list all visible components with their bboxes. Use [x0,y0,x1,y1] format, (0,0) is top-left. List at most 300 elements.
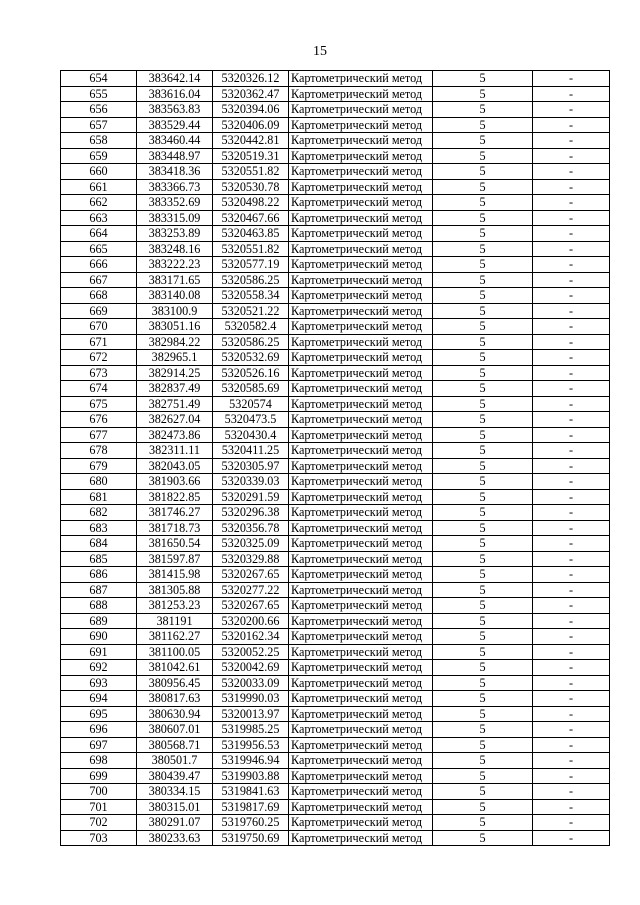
accuracy-cell: 5 [433,706,533,722]
table-row [61,660,610,676]
accuracy-cell: 5 [433,257,533,273]
x-coordinate-cell: 381305.88 [137,582,213,598]
note-cell: - [533,226,610,242]
accuracy-cell: 5 [433,551,533,567]
x-coordinate-cell: 380291.07 [137,815,213,831]
method-cell: Картометрический метод [289,489,433,505]
table-row [61,799,610,815]
method-cell: Картометрический метод [289,396,433,412]
accuracy-cell: 5 [433,381,533,397]
table-row [61,753,610,769]
method-cell: Картометрический метод [289,815,433,831]
point-number-cell: 655 [61,86,137,102]
note-cell: - [533,722,610,738]
note-cell: - [533,350,610,366]
method-cell: Картометрический метод [289,164,433,180]
point-number-cell: 666 [61,257,137,273]
x-coordinate-cell: 381162.27 [137,629,213,645]
point-number-cell: 693 [61,675,137,691]
x-coordinate-cell: 383642.14 [137,71,213,87]
point-number-cell: 678 [61,443,137,459]
point-number-cell: 697 [61,737,137,753]
y-coordinate-cell: 5319750.69 [213,830,289,846]
y-coordinate-cell: 5320042.69 [213,660,289,676]
note-cell: - [533,660,610,676]
x-coordinate-cell: 382914.25 [137,365,213,381]
y-coordinate-cell: 5320267.65 [213,598,289,614]
table-row [61,567,610,583]
point-number-cell: 682 [61,505,137,521]
accuracy-cell: 5 [433,350,533,366]
table-row [61,117,610,133]
x-coordinate-cell: 381650.54 [137,536,213,552]
method-cell: Картометрический метод [289,629,433,645]
y-coordinate-cell: 5320200.66 [213,613,289,629]
note-cell: - [533,86,610,102]
table-row [61,691,610,707]
table-row [61,629,610,645]
accuracy-cell: 5 [433,520,533,536]
y-coordinate-cell: 5320325.09 [213,536,289,552]
note-cell: - [533,319,610,335]
x-coordinate-cell: 382311.11 [137,443,213,459]
x-coordinate-cell: 383448.97 [137,148,213,164]
accuracy-cell: 5 [433,722,533,738]
point-number-cell: 681 [61,489,137,505]
note-cell: - [533,427,610,443]
point-number-cell: 677 [61,427,137,443]
accuracy-cell: 5 [433,102,533,118]
x-coordinate-cell: 381042.61 [137,660,213,676]
table-row [61,133,610,149]
x-coordinate-cell: 380501.7 [137,753,213,769]
y-coordinate-cell: 5320406.09 [213,117,289,133]
method-cell: Картометрический метод [289,195,433,211]
method-cell: Картометрический метод [289,536,433,552]
table-row [61,815,610,831]
coordinates-table-body [61,71,610,846]
note-cell: - [533,458,610,474]
point-number-cell: 654 [61,71,137,87]
accuracy-cell: 5 [433,319,533,335]
accuracy-cell: 5 [433,303,533,319]
method-cell: Картометрический метод [289,303,433,319]
note-cell: - [533,71,610,87]
point-number-cell: 670 [61,319,137,335]
y-coordinate-cell: 5320577.19 [213,257,289,273]
point-number-cell: 694 [61,691,137,707]
table-row [61,489,610,505]
method-cell: Картометрический метод [289,257,433,273]
method-cell: Картометрический метод [289,148,433,164]
y-coordinate-cell: 5320442.81 [213,133,289,149]
table-row [61,226,610,242]
method-cell: Картометрический метод [289,272,433,288]
note-cell: - [533,241,610,257]
accuracy-cell: 5 [433,179,533,195]
method-cell: Картометрический метод [289,133,433,149]
x-coordinate-cell: 380630.94 [137,706,213,722]
method-cell: Картометрический метод [289,179,433,195]
method-cell: Картометрический метод [289,722,433,738]
point-number-cell: 664 [61,226,137,242]
note-cell: - [533,288,610,304]
x-coordinate-cell: 380607.01 [137,722,213,738]
point-number-cell: 658 [61,133,137,149]
point-number-cell: 699 [61,768,137,784]
method-cell: Картометрический метод [289,427,433,443]
y-coordinate-cell: 5320582.4 [213,319,289,335]
point-number-cell: 663 [61,210,137,226]
x-coordinate-cell: 383460.44 [137,133,213,149]
method-cell: Картометрический метод [289,567,433,583]
table-row [61,536,610,552]
method-cell: Картометрический метод [289,551,433,567]
table-row [61,722,610,738]
table-row [61,148,610,164]
y-coordinate-cell: 5320326.12 [213,71,289,87]
method-cell: Картометрический метод [289,598,433,614]
table-row [61,520,610,536]
method-cell: Картометрический метод [289,520,433,536]
note-cell: - [533,443,610,459]
accuracy-cell: 5 [433,536,533,552]
method-cell: Картометрический метод [289,443,433,459]
point-number-cell: 685 [61,551,137,567]
method-cell: Картометрический метод [289,474,433,490]
note-cell: - [533,536,610,552]
table-row [61,737,610,753]
note-cell: - [533,148,610,164]
table-row [61,830,610,846]
method-cell: Картометрический метод [289,737,433,753]
note-cell: - [533,365,610,381]
accuracy-cell: 5 [433,288,533,304]
x-coordinate-cell: 383171.65 [137,272,213,288]
y-coordinate-cell: 5320162.34 [213,629,289,645]
point-number-cell: 701 [61,799,137,815]
y-coordinate-cell: 5320329.88 [213,551,289,567]
accuracy-cell: 5 [433,412,533,428]
method-cell: Картометрический метод [289,644,433,660]
method-cell: Картометрический метод [289,753,433,769]
note-cell: - [533,412,610,428]
point-number-cell: 703 [61,830,137,846]
accuracy-cell: 5 [433,334,533,350]
point-number-cell: 661 [61,179,137,195]
table-row [61,257,610,273]
method-cell: Картометрический метод [289,505,433,521]
point-number-cell: 691 [61,644,137,660]
table-row [61,365,610,381]
point-number-cell: 659 [61,148,137,164]
table-row [61,381,610,397]
x-coordinate-cell: 383140.08 [137,288,213,304]
y-coordinate-cell: 5320291.59 [213,489,289,505]
table-row [61,443,610,459]
x-coordinate-cell: 383563.83 [137,102,213,118]
method-cell: Картометрический метод [289,381,433,397]
table-row [61,768,610,784]
y-coordinate-cell: 5319990.03 [213,691,289,707]
x-coordinate-cell: 383352.69 [137,195,213,211]
note-cell: - [533,737,610,753]
x-coordinate-cell: 383529.44 [137,117,213,133]
page-number: 15 [313,44,327,59]
accuracy-cell: 5 [433,474,533,490]
accuracy-cell: 5 [433,133,533,149]
point-number-cell: 665 [61,241,137,257]
x-coordinate-cell: 380233.63 [137,830,213,846]
note-cell: - [533,164,610,180]
method-cell: Картометрический метод [289,412,433,428]
note-cell: - [533,613,610,629]
y-coordinate-cell: 5320521.22 [213,303,289,319]
accuracy-cell: 5 [433,691,533,707]
table-row [61,458,610,474]
point-number-cell: 667 [61,272,137,288]
point-number-cell: 695 [61,706,137,722]
table-row [61,474,610,490]
note-cell: - [533,753,610,769]
note-cell: - [533,799,610,815]
accuracy-cell: 5 [433,567,533,583]
y-coordinate-cell: 5320551.82 [213,164,289,180]
accuracy-cell: 5 [433,660,533,676]
y-coordinate-cell: 5320305.97 [213,458,289,474]
table-row [61,396,610,412]
method-cell: Картометрический метод [289,71,433,87]
y-coordinate-cell: 5320586.25 [213,334,289,350]
x-coordinate-cell: 381597.87 [137,551,213,567]
table-row [61,644,610,660]
x-coordinate-cell: 382043.05 [137,458,213,474]
y-coordinate-cell: 5320033.09 [213,675,289,691]
point-number-cell: 688 [61,598,137,614]
y-coordinate-cell: 5320430.4 [213,427,289,443]
x-coordinate-cell: 381822.85 [137,489,213,505]
table-row [61,102,610,118]
y-coordinate-cell: 5320267.65 [213,567,289,583]
method-cell: Картометрический метод [289,226,433,242]
note-cell: - [533,644,610,660]
table-row [61,241,610,257]
y-coordinate-cell: 5320498.22 [213,195,289,211]
accuracy-cell: 5 [433,458,533,474]
note-cell: - [533,551,610,567]
accuracy-cell: 5 [433,241,533,257]
point-number-cell: 656 [61,102,137,118]
table-row [61,675,610,691]
y-coordinate-cell: 5319903.88 [213,768,289,784]
accuracy-cell: 5 [433,86,533,102]
x-coordinate-cell: 383051.16 [137,319,213,335]
note-cell: - [533,381,610,397]
point-number-cell: 683 [61,520,137,536]
y-coordinate-cell: 5320277.22 [213,582,289,598]
method-cell: Картометрический метод [289,210,433,226]
table-row [61,412,610,428]
method-cell: Картометрический метод [289,458,433,474]
table-row [61,164,610,180]
note-cell: - [533,629,610,645]
point-number-cell: 702 [61,815,137,831]
y-coordinate-cell: 5319956.53 [213,737,289,753]
method-cell: Картометрический метод [289,691,433,707]
y-coordinate-cell: 5320526.16 [213,365,289,381]
method-cell: Картометрический метод [289,784,433,800]
accuracy-cell: 5 [433,272,533,288]
note-cell: - [533,474,610,490]
y-coordinate-cell: 5320519.31 [213,148,289,164]
method-cell: Картометрический метод [289,706,433,722]
method-cell: Картометрический метод [289,830,433,846]
y-coordinate-cell: 5320574 [213,396,289,412]
accuracy-cell: 5 [433,613,533,629]
y-coordinate-cell: 5320296.38 [213,505,289,521]
x-coordinate-cell: 382984.22 [137,334,213,350]
x-coordinate-cell: 380817.63 [137,691,213,707]
y-coordinate-cell: 5320532.69 [213,350,289,366]
x-coordinate-cell: 383366.73 [137,179,213,195]
accuracy-cell: 5 [433,489,533,505]
accuracy-cell: 5 [433,675,533,691]
accuracy-cell: 5 [433,226,533,242]
note-cell: - [533,257,610,273]
point-number-cell: 657 [61,117,137,133]
table-row [61,179,610,195]
point-number-cell: 687 [61,582,137,598]
method-cell: Картометрический метод [289,365,433,381]
point-number-cell: 676 [61,412,137,428]
note-cell: - [533,598,610,614]
table-row [61,598,610,614]
method-cell: Картометрический метод [289,768,433,784]
point-number-cell: 673 [61,365,137,381]
note-cell: - [533,117,610,133]
table-row [61,334,610,350]
note-cell: - [533,210,610,226]
y-coordinate-cell: 5320585.69 [213,381,289,397]
x-coordinate-cell: 382473.86 [137,427,213,443]
y-coordinate-cell: 5320411.25 [213,443,289,459]
note-cell: - [533,582,610,598]
accuracy-cell: 5 [433,427,533,443]
table-row [61,505,610,521]
point-number-cell: 672 [61,350,137,366]
table-row [61,210,610,226]
note-cell: - [533,815,610,831]
table-row [61,706,610,722]
y-coordinate-cell: 5320530.78 [213,179,289,195]
point-number-cell: 668 [61,288,137,304]
x-coordinate-cell: 383616.04 [137,86,213,102]
point-number-cell: 662 [61,195,137,211]
point-number-cell: 674 [61,381,137,397]
note-cell: - [533,691,610,707]
table-row [61,319,610,335]
point-number-cell: 692 [61,660,137,676]
accuracy-cell: 5 [433,396,533,412]
y-coordinate-cell: 5320339.03 [213,474,289,490]
y-coordinate-cell: 5320362.47 [213,86,289,102]
table-row [61,303,610,319]
note-cell: - [533,334,610,350]
y-coordinate-cell: 5320356.78 [213,520,289,536]
x-coordinate-cell: 381903.66 [137,474,213,490]
note-cell: - [533,272,610,288]
method-cell: Картометрический метод [289,582,433,598]
accuracy-cell: 5 [433,582,533,598]
x-coordinate-cell: 383248.16 [137,241,213,257]
x-coordinate-cell: 381191 [137,613,213,629]
method-cell: Картометрический метод [289,799,433,815]
x-coordinate-cell: 380568.71 [137,737,213,753]
accuracy-cell: 5 [433,365,533,381]
accuracy-cell: 5 [433,737,533,753]
x-coordinate-cell: 382837.49 [137,381,213,397]
method-cell: Картометрический метод [289,288,433,304]
table-row [61,195,610,211]
point-number-cell: 675 [61,396,137,412]
accuracy-cell: 5 [433,815,533,831]
method-cell: Картометрический метод [289,660,433,676]
table-row [61,551,610,567]
y-coordinate-cell: 5319985.25 [213,722,289,738]
method-cell: Картометрический метод [289,334,433,350]
table-row [61,71,610,87]
y-coordinate-cell: 5320013.97 [213,706,289,722]
x-coordinate-cell: 382751.49 [137,396,213,412]
method-cell: Картометрический метод [289,319,433,335]
table-row [61,427,610,443]
x-coordinate-cell: 383253.89 [137,226,213,242]
note-cell: - [533,102,610,118]
point-number-cell: 696 [61,722,137,738]
table-row [61,784,610,800]
table-row [61,613,610,629]
x-coordinate-cell: 382965.1 [137,350,213,366]
x-coordinate-cell: 381746.27 [137,505,213,521]
y-coordinate-cell: 5319760.25 [213,815,289,831]
y-coordinate-cell: 5319841.63 [213,784,289,800]
x-coordinate-cell: 383418.36 [137,164,213,180]
accuracy-cell: 5 [433,830,533,846]
point-number-cell: 698 [61,753,137,769]
table-row [61,582,610,598]
note-cell: - [533,303,610,319]
method-cell: Картометрический метод [289,117,433,133]
method-cell: Картометрический метод [289,86,433,102]
point-number-cell: 680 [61,474,137,490]
accuracy-cell: 5 [433,117,533,133]
note-cell: - [533,768,610,784]
x-coordinate-cell: 383222.23 [137,257,213,273]
accuracy-cell: 5 [433,71,533,87]
accuracy-cell: 5 [433,768,533,784]
point-number-cell: 660 [61,164,137,180]
method-cell: Картометрический метод [289,613,433,629]
y-coordinate-cell: 5320467.66 [213,210,289,226]
note-cell: - [533,706,610,722]
note-cell: - [533,195,610,211]
note-cell: - [533,489,610,505]
method-cell: Картометрический метод [289,102,433,118]
table-row [61,86,610,102]
y-coordinate-cell: 5320558.34 [213,288,289,304]
y-coordinate-cell: 5319817.69 [213,799,289,815]
x-coordinate-cell: 380956.45 [137,675,213,691]
